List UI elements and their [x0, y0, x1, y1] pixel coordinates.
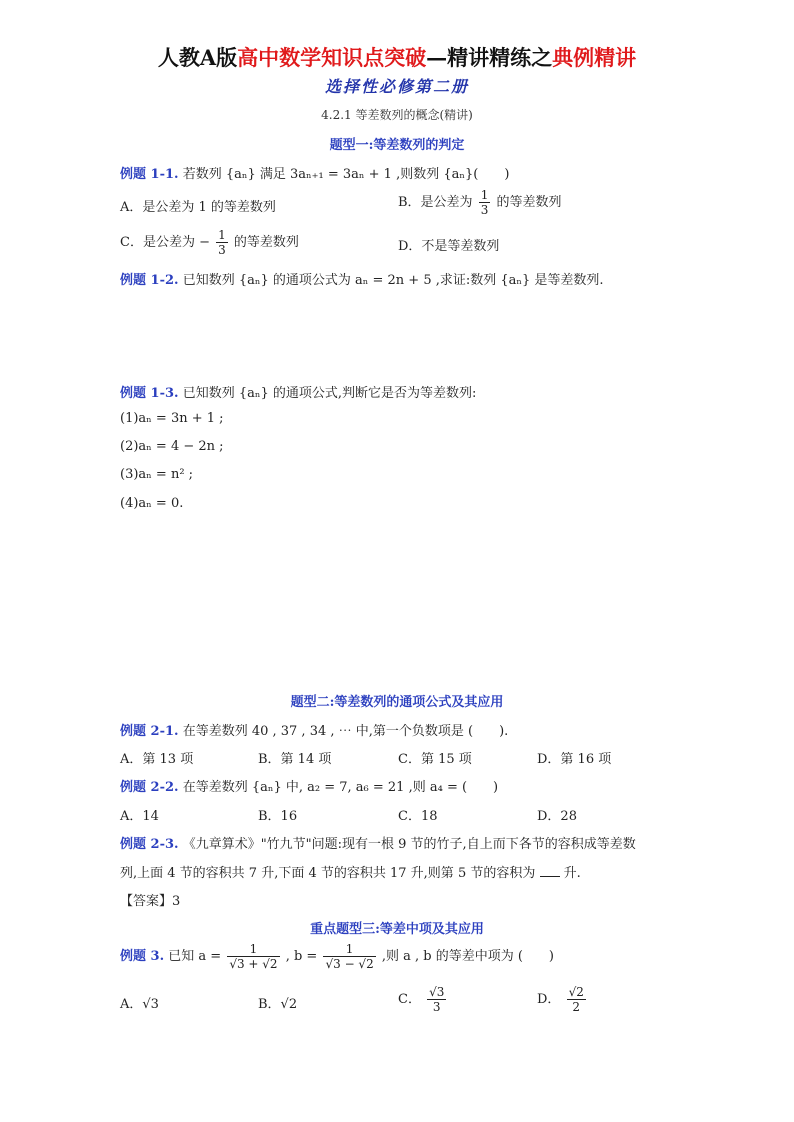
option-d: D．第 16 项 — [537, 752, 612, 767]
example-label: 例题 2-3. — [120, 837, 179, 852]
fraction — [479, 188, 491, 217]
option-a: A．√3 — [120, 997, 159, 1012]
example-stem-line-2: 列,上面 4 节的容积共 7 升,下面 4 节的容积共 17 升,则第 5 节的容积为 — [120, 866, 536, 881]
example-stem: 已知数列 {aₙ} 的通项公式,判断它是否为等差数列: — [182, 386, 477, 401]
option-c-prefix: C．是公差为 − — [120, 235, 210, 250]
fraction-denominator: √3 − √2 — [325, 957, 374, 971]
fraction-numerator: 1 — [227, 942, 279, 957]
example-stem-post: ,则 a , b 的等差中项为 ( ) — [381, 949, 555, 964]
option-a: A．第 13 项 — [120, 752, 194, 767]
fraction-numerator: 1 — [218, 228, 226, 242]
example-stem: 在等差数列 40 , 37 , 34 , ⋯ 中,第一个负数项是 ( ). — [182, 724, 509, 739]
example-1-1 — [120, 163, 509, 182]
example-stem-pre: 已知 a = — [168, 949, 222, 964]
fraction-denominator: 3 — [432, 1000, 441, 1014]
fraction-numerator: 1 — [323, 942, 375, 957]
fraction-denominator: √3 + √2 — [229, 957, 278, 971]
example-label: 例题 1-2. — [120, 273, 179, 288]
option-a: A．是公差为 1 的等差数列 — [120, 200, 276, 215]
option-b: B．√2 — [258, 997, 298, 1012]
answer: 【答案】3 — [120, 894, 181, 909]
title-part-1: 人教A版 — [157, 45, 238, 70]
example-stem-line-2-end: 升. — [563, 866, 581, 881]
example-stem-mid: , b = — [285, 949, 318, 964]
example-label: 例题 1-3. — [120, 386, 179, 401]
example-1-2 — [120, 269, 604, 288]
example-stem: 在等差数列 {aₙ} 中, a₂ = 7, a₆ = 21 ,则 a₄ = ( ) — [182, 780, 499, 795]
option-c: C．18 — [398, 809, 438, 824]
fraction-b — [323, 942, 375, 971]
example-1-3 — [120, 382, 476, 401]
option-b — [398, 188, 562, 217]
option-d-prefix: D． — [537, 992, 561, 1007]
option-a: A．14 — [120, 809, 159, 824]
list-item: (3)aₙ = n² ; — [120, 467, 194, 482]
example-2-2 — [120, 776, 498, 795]
example-2-1 — [120, 720, 508, 739]
fraction — [567, 985, 586, 1014]
option-c-prefix: C． — [398, 992, 421, 1007]
example-stem: 已知数列 {aₙ} 的通项公式为 aₙ = 2n + 5 ,求证:数列 {aₙ} 是等差数列. — [182, 273, 604, 288]
fraction-numerator: 1 — [480, 188, 489, 202]
example-label: 例题 1-1. — [120, 167, 179, 182]
option-c: C．第 15 项 — [398, 752, 472, 767]
title-part-4: 典例精讲 — [552, 45, 637, 70]
option-b: B．第 14 项 — [258, 752, 332, 767]
option-c-suffix: 的等差数列 — [233, 235, 299, 250]
example-label: 例题 3. — [120, 949, 165, 964]
title-part-3: —精讲精练之 — [426, 45, 553, 70]
section-1-heading: 题型一:等差数列的判定 — [329, 138, 465, 153]
option-b-suffix: 的等差数列 — [496, 195, 562, 210]
section-2-heading: 题型二:等差数列的通项公式及其应用 — [290, 695, 504, 710]
option-b-prefix: B．是公差为 — [398, 195, 473, 210]
fraction-denominator: 3 — [480, 203, 489, 217]
example-label: 例题 2-1. — [120, 724, 179, 739]
example-2-3-line-2 — [120, 862, 581, 881]
fraction-a — [227, 942, 279, 971]
list-item: (2)aₙ = 4 − 2n ; — [120, 439, 224, 454]
subtitle: 选择性必修第二册 — [324, 77, 469, 96]
example-3 — [120, 942, 554, 971]
section-3-heading: 重点题型三:等差中项及其应用 — [310, 922, 484, 937]
fraction — [427, 985, 446, 1014]
fraction-denominator: 3 — [218, 243, 226, 257]
document-title — [0, 42, 794, 72]
option-b: B．16 — [258, 809, 298, 824]
example-label: 例题 2-2. — [120, 780, 179, 795]
title-part-2: 高中数学知识点突破 — [237, 45, 427, 70]
fraction-numerator: √3 — [429, 985, 445, 999]
example-stem: 若数列 {aₙ} 满足 3aₙ₊₁ = 3aₙ + 1 ,则数列 {aₙ}( ) — [182, 167, 510, 182]
fraction-numerator: √2 — [568, 985, 584, 999]
lesson-title: 4.2.1 等差数列的概念(精讲) — [321, 108, 473, 122]
example-stem-line-1: 《九章算术》"竹九节"问题:现有一根 9 节的竹子,自上而下各节的容积成等差数 — [182, 837, 636, 852]
fraction-denominator: 2 — [572, 1000, 581, 1014]
option-c — [398, 985, 448, 1014]
answer-blank — [540, 866, 560, 877]
example-2-3 — [120, 833, 636, 852]
option-d: D．28 — [537, 809, 577, 824]
fraction — [216, 228, 228, 257]
list-item: (1)aₙ = 3n + 1 ; — [120, 411, 224, 426]
option-c — [120, 228, 299, 257]
option-d: D．不是等差数列 — [398, 239, 500, 254]
option-d — [537, 985, 588, 1014]
list-item: (4)aₙ = 0. — [120, 496, 184, 511]
